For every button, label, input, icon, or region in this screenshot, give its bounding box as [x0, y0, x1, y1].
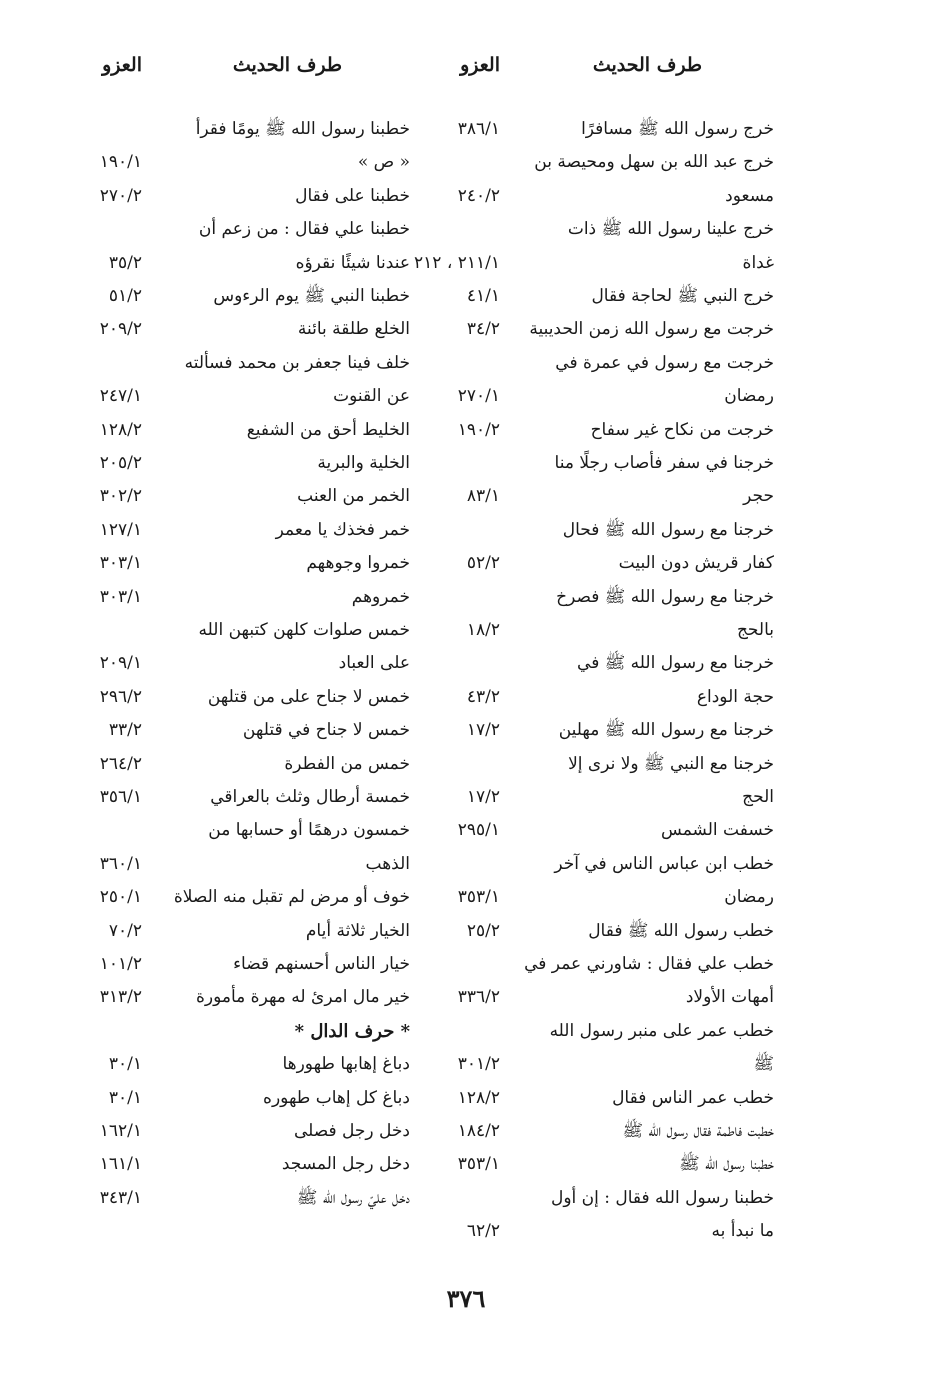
- reference: ٢٥/٢: [466, 921, 500, 941]
- hadith-text: خير مال امرئ له مهرة مأمورة: [195, 987, 410, 1007]
- hadith-text: كفار قريش دون البيت: [618, 553, 774, 573]
- reference: ١٧/٢: [466, 720, 500, 740]
- reference: ٣٥٣/١: [457, 887, 500, 907]
- hadith-text: خطبنا على فقال: [295, 186, 410, 206]
- reference: ٢١١/١ ، ٢١٢: [414, 253, 500, 273]
- hadith-text: ما نبدأ به: [711, 1221, 774, 1241]
- reference: ٢٧٠/١: [457, 386, 500, 406]
- hadith-text: خرج النبي ﷺ لحاجة فقال: [591, 286, 774, 306]
- hadith-text: الخمر من العنب: [297, 486, 410, 506]
- section-heading: * حرف الدال *: [294, 1021, 410, 1042]
- hadith-text: خمسون درهمًا أو حسابها من: [208, 820, 410, 840]
- reference: ١٢٨/٢: [99, 420, 142, 440]
- reference: ٣٤٣/١: [99, 1188, 142, 1208]
- hadith-text: رمضان: [724, 386, 774, 406]
- reference: ٥١/٢: [108, 286, 142, 306]
- reference: ٤١/١: [466, 286, 500, 306]
- hadith-text: خرجنا مع رسول الله ﷺ في: [577, 653, 774, 673]
- hadith-text: خطبنا رسول الله فقال : إن أول: [550, 1188, 774, 1208]
- hadith-text: خطب رسول الله ﷺ فقال: [588, 921, 774, 941]
- reference: ٢٠٥/٢: [99, 453, 142, 473]
- reference: ٣٣٦/٢: [457, 987, 500, 1007]
- hadith-text: حجة الوداع: [696, 687, 774, 707]
- reference: ٢٧٠/٢: [99, 186, 142, 206]
- hadith-text: خمس لا جناح على من قتلهن: [207, 687, 410, 707]
- reference: ٢٠٩/١: [99, 653, 142, 673]
- reference: ٢٥٠/١: [99, 887, 142, 907]
- hadith-text: خمس لا جناح في قتلهن: [242, 720, 410, 740]
- hadith-text: الخيار ثلاثة أيام: [305, 921, 410, 941]
- hadith-text: عن القنوت: [333, 386, 410, 406]
- reference: ٢٤٧/١: [99, 386, 142, 406]
- hadith-text: دباغ كل إهاب طهوره: [263, 1088, 410, 1108]
- hadith-text: خوف أو مرض لم تقبل منه الصلاة: [173, 887, 410, 907]
- reference: ٣٠/١: [108, 1088, 142, 1108]
- hadith-text: عندنا شيئًا نقرؤه: [295, 253, 410, 273]
- reference: ١٩٠/٢: [457, 420, 500, 440]
- hadith-text: رمضان: [724, 887, 774, 907]
- reference: ٢٦٤/٢: [99, 754, 142, 774]
- reference: ٨٣/١: [466, 486, 500, 506]
- hadith-text: خمروا وجوههم: [306, 553, 410, 573]
- reference: ٥٢/٢: [466, 553, 500, 573]
- hadith-text: خسفت الشمس: [661, 820, 774, 840]
- hadith-text: ﷺ: [753, 1054, 774, 1074]
- hadith-text: مسعود: [725, 186, 774, 206]
- hadith-text: خرجت مع رسول في عمرة في: [555, 353, 774, 373]
- hadith-text: خرجنا مع رسول الله ﷺ فصرخ: [556, 587, 774, 607]
- reference: ٣٠٢/٢: [99, 486, 142, 506]
- reference: ١٩٠/١: [99, 152, 142, 172]
- hadith-text: الذهب: [365, 854, 410, 874]
- header-right-ref: العزو: [460, 54, 500, 76]
- hadith-text: الخلية والبرية: [317, 453, 410, 473]
- hadith-text: خطب علي فقال : شاورني عمر في: [524, 954, 774, 974]
- reference: ٣٦٠/١: [99, 854, 142, 874]
- hadith-text: بالحج: [736, 620, 774, 640]
- reference: ٣٣/٢: [108, 720, 142, 740]
- hadith-text: خرجنا مع رسول الله ﷺ مهلين: [558, 720, 774, 740]
- hadith-text: خيار الناس أحسنهم قضاء: [233, 954, 410, 974]
- page-number: ٣٧٦: [446, 1284, 486, 1313]
- reference: ٣٠٣/١: [99, 587, 142, 607]
- hadith-text: خرجنا مع النبي ﷺ ولا نرى إلا: [568, 754, 774, 774]
- reference: ٢٤٠/٢: [457, 186, 500, 206]
- hadith-text: خرجنا مع رسول الله ﷺ فحال: [562, 520, 774, 540]
- hadith-text: خطبنا رسول الله ﷺ يومًا فقرأ: [195, 119, 410, 139]
- hadith-text: خمس من الفطرة: [284, 754, 410, 774]
- hadith-text: على العباد: [338, 653, 410, 673]
- hadith-text: الخلع طلقة بائنة: [297, 319, 410, 339]
- reference: ١٢٧/١: [99, 520, 142, 540]
- hadith-text: حجر: [743, 486, 774, 506]
- hadith-text: خمسة أرطال وثلث بالعراقي: [210, 787, 410, 807]
- reference: ٣٨٦/١: [457, 119, 500, 139]
- hadith-text: خرج علينا رسول الله ﷺ ذات: [567, 219, 774, 239]
- header-left-ref: العزو: [102, 54, 142, 76]
- hadith-text: غداة: [742, 253, 774, 273]
- hadith-text: أمهات الأولاد: [685, 987, 774, 1007]
- hadith-text: دباغ إهابها طهورها: [282, 1054, 410, 1074]
- reference: ١٨/٢: [466, 620, 500, 640]
- header-right-text: طرف الحديث: [592, 54, 702, 76]
- hadith-text: خرج عبد الله بن سهل ومحيصة بن: [534, 152, 774, 172]
- reference: ٣٥/٢: [108, 253, 142, 273]
- hadith-text: خطب عمر على منبر رسول الله: [549, 1021, 774, 1041]
- hadith-text: خطب عمر الناس فقال: [612, 1088, 774, 1108]
- header-left-text: طرف الحديث: [232, 54, 342, 76]
- reference: ٣٥٣/١: [457, 1154, 500, 1174]
- reference: ٣٤/٢: [466, 319, 500, 339]
- reference: ١٠١/٢: [99, 954, 142, 974]
- hadith-text: خمس صلوات كلهن كتبهن الله: [198, 620, 410, 640]
- hadith-text: دخل رجل فصلى: [293, 1121, 410, 1141]
- reference: ٣٠/١: [108, 1054, 142, 1074]
- reference: ١٧/٢: [466, 787, 500, 807]
- hadith-text: خطبت فاطمة فقال رسول الله ﷺ: [622, 1121, 774, 1141]
- hadith-text: دخل عليّ رسول الله ﷺ: [296, 1188, 410, 1208]
- hadith-text: الحج: [742, 787, 774, 807]
- reference: ٣١٣/٢: [99, 987, 142, 1007]
- hadith-text: خمروهم: [351, 587, 410, 607]
- reference: ٣٥٦/١: [99, 787, 142, 807]
- reference: ٧٠/٢: [108, 921, 142, 941]
- hadith-text: خرجنا في سفر فأصاب رجلًا منا: [554, 453, 774, 473]
- hadith-text: خطبنا علي فقال : من زعم أن: [198, 219, 410, 239]
- reference: ٢٩٦/٢: [99, 687, 142, 707]
- reference: ٢٠٩/٢: [99, 319, 142, 339]
- hadith-text: الخليط أحق من الشفيع: [246, 420, 410, 440]
- hadith-text: خطبنا رسول الله ﷺ: [679, 1154, 774, 1174]
- reference: ٣٠١/٢: [457, 1054, 500, 1074]
- hadith-text: خرجت مع رسول الله زمن الحديبية: [529, 319, 774, 339]
- hadith-text: « ص »: [357, 152, 410, 172]
- reference: ٢٩٥/١: [457, 820, 500, 840]
- reference: ١٦١/١: [99, 1154, 142, 1174]
- reference: ١٦٢/١: [99, 1121, 142, 1141]
- hadith-text: خرجت من نكاح غير سفاح: [590, 420, 774, 440]
- reference: ٣٠٣/١: [99, 553, 142, 573]
- hadith-text: خرج رسول الله ﷺ مسافرًا: [581, 119, 774, 139]
- reference: ١٢٨/٢: [457, 1088, 500, 1108]
- hadith-text: دخل رجل المسجد: [281, 1154, 410, 1174]
- hadith-text: خلف فينا جعفر بن محمد فسألته: [184, 353, 410, 373]
- hadith-text: خطب ابن عباس الناس في آخر: [554, 854, 774, 874]
- hadith-text: خطبنا النبي ﷺ يوم الرءوس: [213, 286, 410, 306]
- reference: ١٨٤/٢: [457, 1121, 500, 1141]
- reference: ٤٣/٢: [466, 687, 500, 707]
- hadith-text: خمر فخذك يا معمر: [275, 520, 410, 540]
- reference: ٦٢/٢: [466, 1221, 500, 1241]
